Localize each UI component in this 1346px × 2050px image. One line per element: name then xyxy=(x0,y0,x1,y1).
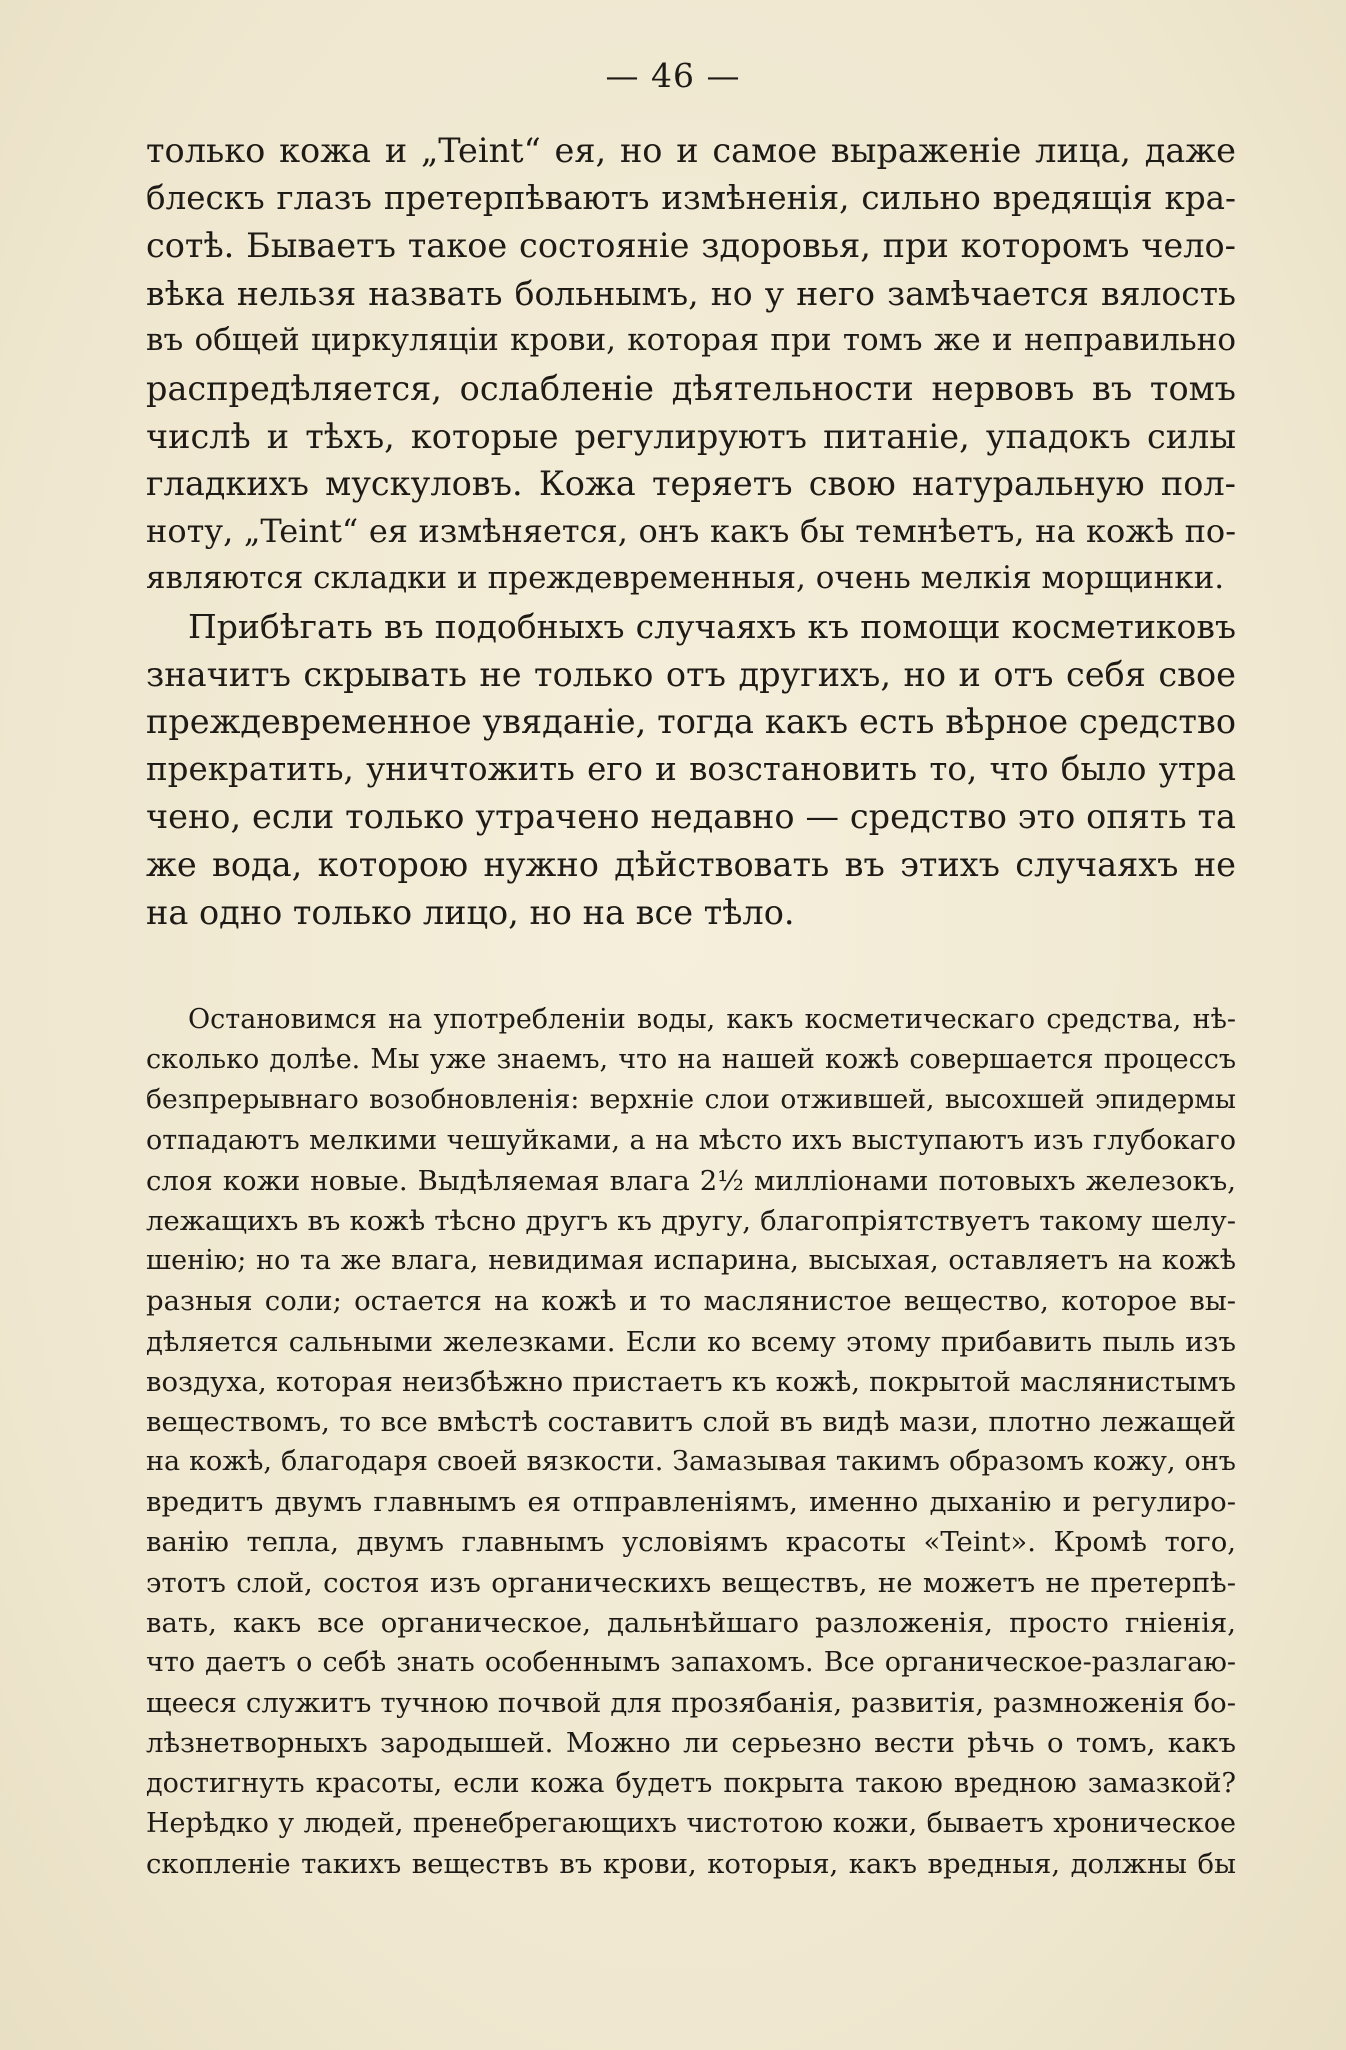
text-line: веществомъ, то все вмѣстѣ составитъ слой въ видѣ мази, плотно лежащей xyxy=(146,1405,1236,1438)
text-line: вѣка нельзя назвать больнымъ, но у него замѣчается вялость xyxy=(146,273,1236,313)
text-line: преждевременное увяданіе, тогда какъ есть вѣрное средство xyxy=(146,702,1236,742)
text-line: этотъ слой, состоя изъ органическихъ веществъ, не можетъ не претерпѣ- xyxy=(146,1566,1236,1599)
text-line: распредѣляется, ослабленіе дѣятельности нервовъ въ томъ xyxy=(146,368,1236,408)
text-line: прекратить, уничтожить его и возстановить то, что было утра xyxy=(146,749,1236,788)
text-line: чено, если только утрачено недавно — средство это опять та xyxy=(146,797,1236,837)
text-line: ноту, „Teint“ ея измѣняется, онъ какъ бы темнѣетъ, на кожѣ по- xyxy=(146,511,1236,550)
page-number: — 46 — xyxy=(605,56,741,95)
text-line: лѣзнетворныхъ зародышей. Можно ли серьезно вести рѣчь о томъ, какъ xyxy=(146,1727,1236,1760)
text-line: щееся служитъ тучною почвой для прозябанія, развитія, размноженія бо- xyxy=(146,1687,1236,1720)
text-line: слоя кожи новые. Выдѣляемая влага 2½ милліонами потовыхъ железокъ, xyxy=(146,1164,1236,1197)
text-line: вать, какъ все органическое, дальнѣйшаго разложенія, просто гніенія, xyxy=(146,1606,1236,1639)
text-line: на кожѣ, благодаря своей вязкости. Замазывая такимъ образомъ кожу, онъ xyxy=(146,1446,1236,1478)
text-line: въ общей циркуляціи крови, которая при томъ же и неправильно xyxy=(146,322,1236,359)
paragraph-1 xyxy=(146,127,1236,603)
text-line: же вода, которою нужно дѣйствовать въ этихъ случаяхъ не xyxy=(146,844,1236,884)
text-line: сотѣ. Бываетъ такое состояніе здоровья, при которомъ чело- xyxy=(146,226,1236,266)
text-line: Прибѣгать въ подобныхъ случаяхъ къ помощи косметиковъ xyxy=(188,606,1236,646)
text-line: являются складки и преждевременныя, очень мелкія морщинки. xyxy=(146,560,1225,597)
text-line: только кожа и „Teint“ ея, но и самое выраженіе лица, даже xyxy=(146,131,1236,170)
text-line: что даетъ о себѣ знать особеннымъ запахомъ. Все органическое-разлагаю- xyxy=(146,1647,1236,1678)
text-line: разныя соли; остается на кожѣ и то маслянистое вещество, которое вы- xyxy=(146,1285,1236,1318)
text-line: лежащихъ въ кожѣ тѣсно другъ къ другу, благопріятствуетъ такому шелу- xyxy=(146,1204,1236,1237)
text-line: блескъ глазъ претерпѣваютъ измѣненія, сильно вредящія кра- xyxy=(146,178,1236,217)
text-line: воздуха, которая неизбѣжно пристаетъ къ кожѣ, покрытой маслянистымъ xyxy=(146,1365,1236,1398)
text-line: Нерѣдко у людей, пренебрегающихъ чистотою кожи, бываетъ хроническое xyxy=(146,1807,1236,1839)
text-line: числѣ и тѣхъ, которые регулируютъ питаніе, упадокъ силы xyxy=(146,416,1236,456)
text-line: дѣляется сальными железками. Если ко всему этому прибавить пыль изъ xyxy=(146,1325,1236,1358)
text-line: вредитъ двумъ главнымъ ея отправленіямъ, именно дыханію и регулиро- xyxy=(146,1486,1236,1519)
text-line: шенію; но та же влага, невидимая испарина, высыхая, оставляетъ на кожѣ xyxy=(146,1245,1236,1277)
text-line: на одно только лицо, но на все тѣло. xyxy=(146,892,795,932)
text-line: безпрерывнаго возобновленія: верхніе слои отжившей, высохшей эпидермы xyxy=(146,1084,1236,1116)
paragraph-2 xyxy=(146,603,1236,936)
text-line: скопленіе такихъ веществъ въ крови, которыя, какъ вредныя, должны бы xyxy=(146,1847,1236,1880)
small-text xyxy=(146,1000,1236,1884)
text-line: сколько долѣе. Мы уже знаемъ, что на нашей кожѣ совершается процессъ xyxy=(146,1044,1236,1076)
main-text xyxy=(146,127,1236,936)
text-line: Остановимся на употребленіи воды, какъ косметическаго средства, нѣ- xyxy=(188,1004,1236,1035)
text-line: достигнуть красоты, если кожа будетъ покрыта такою вредною замазкой? xyxy=(146,1767,1236,1799)
text-line: значитъ скрывать не только отъ другихъ, но и отъ себя свое xyxy=(146,654,1236,694)
text-line: гладкихъ мускуловъ. Кожа теряетъ свою натуральную пол- xyxy=(146,464,1236,504)
text-line: ванію тепла, двумъ главнымъ условіямъ красоты «Teint». Кромѣ того, xyxy=(146,1526,1236,1559)
text-line: отпадаютъ мелкими чешуйками, а на мѣсто ихъ выступаютъ изъ глубокаго xyxy=(146,1124,1236,1156)
